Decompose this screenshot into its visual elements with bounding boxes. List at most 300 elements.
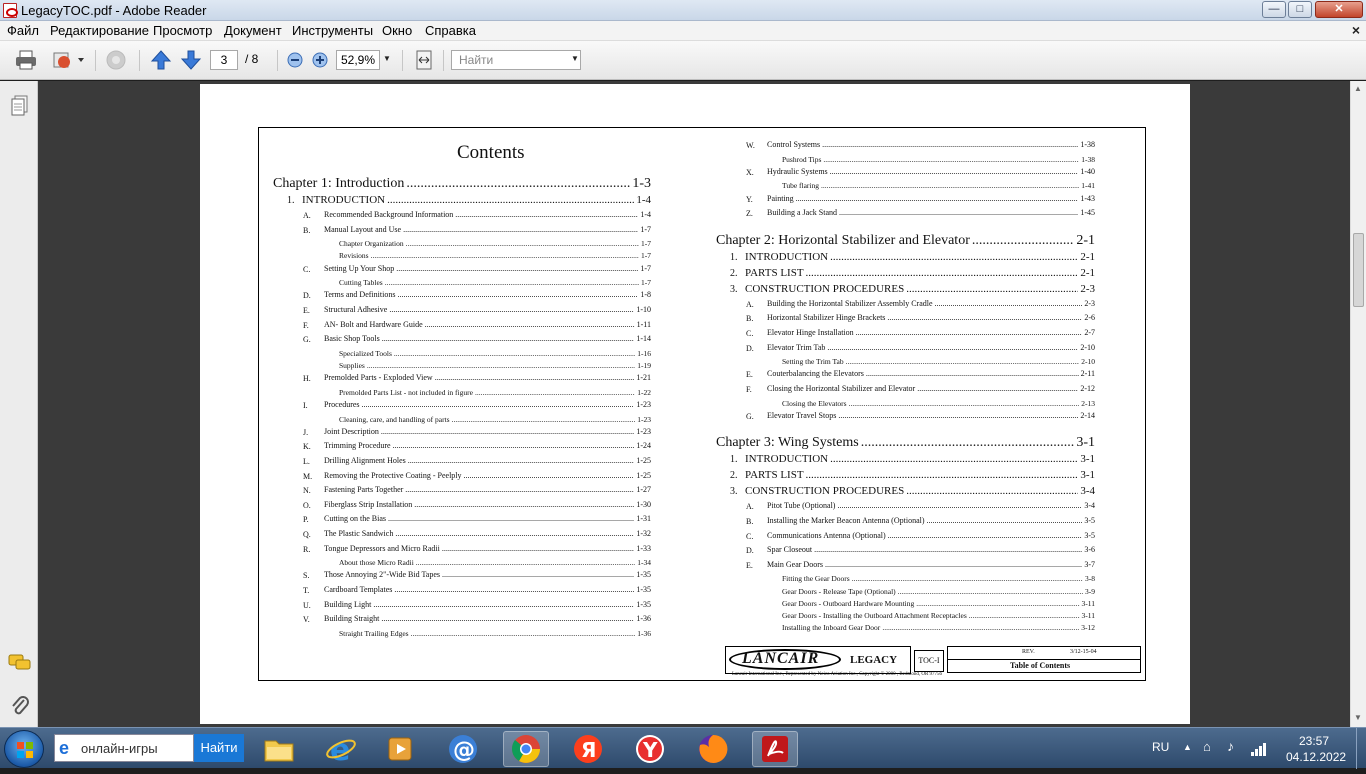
clock-date[interactable]: 04.12.2022 — [1286, 750, 1347, 764]
toc-entry-page: 3-9 — [1085, 586, 1095, 596]
toc-entry-label: Chapter 3: Wing Systems — [716, 435, 859, 451]
navigation-panel — [0, 81, 38, 727]
firefox-icon[interactable] — [690, 731, 736, 767]
search-button[interactable]: Найти — [194, 734, 244, 762]
toc-entry-label: Setting Up Your Shop — [324, 263, 395, 273]
toc-leader-dots — [452, 415, 636, 424]
toc-entry — [324, 264, 651, 275]
show-desktop-button[interactable] — [1356, 728, 1366, 769]
print-icon[interactable] — [12, 48, 40, 72]
menu-view[interactable]: Просмотр — [153, 23, 213, 38]
toc-entry-label: Spar Closeout — [767, 545, 813, 555]
toc-entry-label: Removing the Protective Coating - Peelply — [324, 470, 462, 480]
menu-document[interactable]: Документ — [224, 23, 282, 38]
toc-entry-page: 2-10 — [1080, 342, 1095, 352]
zoom-out-icon[interactable] — [284, 48, 306, 72]
toc-entry-number: B. — [746, 517, 754, 526]
menu-help[interactable]: Справка — [425, 23, 476, 38]
toc-entry-page: 3-4 — [1084, 501, 1095, 511]
toc-entry-page: 1-24 — [636, 441, 651, 451]
zoom-dropdown-icon[interactable]: ▼ — [383, 54, 391, 63]
toc-leader-dots — [435, 373, 635, 382]
toc-entry-page: 1-7 — [641, 278, 651, 288]
toc-leader-dots — [906, 283, 1078, 295]
toc-entry-label: Procedures — [324, 400, 360, 409]
toc-code: TOC-I — [914, 650, 944, 672]
ie-search-icon: e — [59, 738, 70, 758]
toc-entry-page: 1-7 — [641, 239, 651, 249]
toc-entry-page: 1-33 — [636, 543, 651, 553]
toc-entry-number: H. — [303, 374, 311, 384]
toc-leader-dots — [464, 471, 635, 480]
toc-entry-page: 1-23 — [636, 426, 651, 436]
toc-entry-page: 2-1 — [1080, 266, 1095, 279]
toc-leader-dots — [827, 343, 1078, 352]
toc-entry-label: Pushrod Tips — [782, 154, 822, 164]
toc-entry-label: Tongue Depressors and Micro Radii — [324, 543, 440, 553]
toc-leader-dots — [385, 278, 639, 287]
menu-file[interactable]: Файл — [7, 23, 39, 38]
toc-leader-dots — [405, 485, 634, 494]
close-document-icon[interactable]: × — [1351, 22, 1360, 38]
toc-entry-label: Setting the Trim Tab — [782, 357, 844, 367]
toc-leader-dots — [455, 210, 638, 219]
toc-entry-page: 3-1 — [1080, 469, 1095, 482]
adobe-reader-taskbar-icon[interactable] — [752, 731, 798, 767]
toc-entry-number: I. — [303, 401, 308, 410]
scroll-down-icon[interactable]: ▼ — [1354, 713, 1362, 722]
find-dropdown-icon[interactable]: ▼ — [571, 54, 579, 63]
toc-entry-label: Control Systems — [767, 140, 821, 149]
toc-entry-number: 3. — [730, 283, 738, 295]
toc-entry — [324, 427, 651, 438]
toc-entry — [745, 267, 1095, 280]
toc-entry — [339, 278, 651, 288]
toc-entry-page: 3-1 — [1080, 453, 1095, 466]
toc-leader-dots — [837, 501, 1082, 510]
toc-entry-page: 1-25 — [636, 470, 651, 480]
toc-leader-dots — [406, 239, 639, 248]
toc-entry-label: AN- Bolt and Hardware Guide — [324, 319, 423, 329]
toc-leader-dots — [852, 574, 1083, 583]
toc-chapter-entry — [716, 435, 1095, 451]
attachments-icon[interactable] — [10, 694, 30, 723]
toc-entry-page: 2-6 — [1084, 313, 1095, 323]
toc-entry-number: Y. — [746, 194, 753, 204]
toc-leader-dots — [367, 361, 635, 370]
tray-device-icon[interactable]: ⌂ — [1203, 739, 1211, 754]
toc-leader-dots — [414, 500, 634, 509]
toc-entry-page: 1-27 — [636, 485, 651, 495]
toc-entry — [324, 514, 651, 525]
toc-entry-number: X. — [746, 167, 754, 177]
toc-entry — [324, 210, 651, 221]
toc-entry-page: 1-22 — [637, 387, 651, 397]
toc-entry-label: Chapter Organization — [339, 239, 404, 249]
toc-entry — [324, 529, 651, 540]
toc-entry-page: 1-8 — [640, 290, 651, 300]
svg-text:Я: Я — [581, 738, 597, 762]
mail-icon[interactable] — [440, 731, 486, 767]
toc-leader-dots — [969, 611, 1080, 620]
toc-entry — [767, 411, 1095, 422]
adobe-reader-icon — [3, 3, 17, 18]
rev-value: 3/12-15-04 — [1070, 649, 1097, 655]
toc-leader-dots — [371, 251, 639, 260]
svg-text:Y: Y — [643, 738, 658, 762]
toc-entry-number: D. — [303, 291, 311, 301]
toc-entry — [339, 629, 651, 639]
toc-entry-page: 1-30 — [636, 499, 651, 509]
toc-leader-dots — [406, 176, 630, 192]
vertical-scrollbar[interactable] — [1350, 81, 1366, 727]
toc-entry-label: Building Light — [324, 599, 372, 609]
toc-entry-label: Tube flaring — [782, 181, 820, 191]
minimize-button[interactable]: — — [1262, 1, 1286, 18]
toc-entry — [339, 388, 651, 398]
toc-entry-label: Cutting Tables — [339, 278, 383, 288]
toc-entry-page: 1-25 — [636, 456, 651, 465]
toc-entry-label: INTRODUCTION — [745, 250, 829, 263]
toc-leader-dots — [822, 140, 1078, 149]
volume-icon[interactable]: ♪ — [1227, 738, 1234, 754]
toc-entry — [767, 208, 1095, 219]
toc-entry-label: Supplies — [339, 361, 365, 370]
toc-leader-dots — [839, 208, 1078, 217]
toc-entry-label: Elevator Trim Tab — [767, 342, 826, 352]
comments-icon[interactable] — [8, 653, 32, 678]
toc-entry-page: 1-35 — [636, 599, 651, 609]
toc-entry-number: 1. — [287, 195, 295, 206]
zoom-level-input[interactable]: 52,9% — [336, 50, 380, 70]
lancair-logo-box — [725, 646, 911, 674]
toc-entry — [339, 349, 651, 359]
toc-entry-number: 2. — [730, 470, 738, 482]
yandex-browser-icon[interactable] — [627, 731, 673, 767]
toc-entry-number: D. — [746, 343, 754, 353]
find-input[interactable]: Найти — [451, 50, 581, 70]
toc-leader-dots — [856, 328, 1083, 337]
toc-leader-dots — [882, 623, 1079, 632]
toc-leader-dots — [830, 167, 1079, 176]
table-of-contents-label: Table of Contents — [1010, 661, 1071, 670]
toc-entry — [767, 167, 1095, 178]
language-indicator[interactable]: RU — [1152, 740, 1170, 754]
explorer-icon[interactable] — [256, 731, 302, 767]
copyright-text: Lancair International Inc., Represented by Neico Aviation Inc., Copyright © 2000 , Redmond, OR 97756 — [732, 672, 943, 677]
toc-leader-dots — [381, 427, 634, 436]
toc-entry — [767, 194, 1095, 205]
toc-leader-dots — [389, 305, 634, 314]
maximize-button[interactable]: □ — [1288, 1, 1312, 18]
toc-entry-number: K. — [303, 442, 311, 452]
toolbar — [0, 41, 1366, 80]
legacy-model: LEGACY — [850, 654, 898, 666]
toc-entry-label: Straight Trailing Edges — [339, 628, 409, 638]
toc-entry — [767, 560, 1095, 571]
menu-window[interactable]: Окно — [382, 23, 413, 38]
lancair-logo: LANCAIR — [742, 650, 820, 667]
toc-chapter-entry — [716, 233, 1095, 249]
toc-entry-label: Closing the Elevators — [782, 398, 847, 408]
toc-entry — [324, 570, 651, 581]
toc-leader-dots — [442, 544, 634, 553]
clock-time[interactable]: 23:57 — [1299, 734, 1330, 748]
toc-entry-page: 3-7 — [1084, 559, 1095, 569]
toc-leader-dots — [388, 514, 634, 523]
toc-leader-dots — [898, 587, 1083, 596]
toc-entry — [767, 299, 1095, 310]
toc-entry-page: 1-36 — [636, 614, 651, 624]
toc-entry-number: F. — [303, 320, 309, 330]
contents-title: Contents — [457, 142, 525, 163]
toc-entry-label: Installing the Marker Beacon Antenna (Optional) — [767, 516, 925, 525]
toc-entry-number: 1. — [730, 454, 738, 466]
toc-entry-number: C. — [303, 264, 311, 274]
toc-entry-label: The Plastic Sandwich — [324, 529, 394, 538]
toc-entry-number: G. — [746, 411, 754, 421]
toc-entry-number: 2. — [730, 267, 738, 279]
menu-edit[interactable]: Редактирование — [50, 23, 150, 38]
start-button[interactable] — [4, 730, 44, 768]
toc-entry-page: 1-36 — [637, 628, 651, 638]
toc-leader-dots — [475, 388, 635, 397]
document-viewer[interactable] — [38, 81, 1350, 727]
toc-leader-dots — [396, 264, 638, 273]
toc-entry-number: A. — [746, 502, 754, 512]
toc-entry-page: 1-21 — [636, 373, 651, 383]
toc-entry-label: Installing the Inboard Gear Door — [782, 623, 881, 633]
toc-leader-dots — [927, 516, 1083, 525]
toc-entry-page: 1-11 — [636, 319, 651, 329]
previous-page-icon[interactable] — [148, 48, 174, 72]
toc-leader-dots — [972, 233, 1074, 249]
toc-entry-label: Fitting the Gear Doors — [782, 574, 850, 584]
toc-leader-dots — [425, 320, 635, 329]
toc-leader-dots — [806, 267, 1079, 279]
toc-entry-number: D. — [746, 546, 754, 556]
toc-entry — [339, 251, 651, 261]
toc-entry-label: Terms and Definitions — [324, 290, 396, 300]
toc-entry-page: 3-6 — [1084, 545, 1095, 555]
toc-entry — [782, 574, 1095, 584]
fit-page-icon[interactable] — [411, 48, 437, 72]
toc-entry-number: B. — [746, 314, 754, 324]
show-hidden-icons-icon[interactable]: ▲ — [1183, 742, 1192, 752]
toc-entry-page: 1-40 — [1080, 166, 1095, 176]
toc-entry-label: PARTS LIST — [745, 266, 804, 279]
toc-leader-dots — [916, 599, 1079, 608]
toc-entry-label: Hydraulic Systems — [767, 166, 828, 176]
toc-entry — [745, 453, 1095, 466]
chrome-icon[interactable] — [503, 731, 549, 767]
toc-entry-number: V. — [303, 615, 310, 625]
toc-entry-label: About those Micro Radii — [339, 558, 414, 568]
toc-entry-page: 1-38 — [1081, 154, 1095, 164]
toc-entry-page: 1-14 — [636, 334, 651, 344]
page-total: / 8 — [245, 52, 259, 66]
menu-bar — [0, 21, 1366, 41]
toc-entry — [324, 305, 651, 316]
next-page-icon[interactable] — [178, 48, 204, 72]
toc-entry-page: 1-35 — [636, 585, 651, 594]
toc-entry — [339, 558, 651, 568]
toc-entry-label: Painting — [767, 193, 794, 203]
toc-leader-dots — [394, 349, 635, 358]
toc-entry-number: E. — [746, 560, 753, 570]
revision-box — [947, 646, 1141, 673]
toc-entry — [782, 599, 1095, 609]
toc-entry-number: A. — [746, 299, 754, 309]
toc-entry-page: 1-10 — [636, 305, 651, 314]
rev-label: REV. — [1022, 649, 1035, 655]
toc-entry — [324, 290, 651, 301]
toc-leader-dots — [935, 299, 1083, 308]
toc-entry — [745, 485, 1095, 498]
toc-leader-dots — [387, 194, 634, 206]
toc-entry-label: INTRODUCTION — [745, 453, 829, 466]
toc-entry-page: 3-12 — [1081, 623, 1095, 633]
toc-entry-label: Gear Doors - Release Tape (Optional) — [782, 586, 896, 596]
pdf-page — [200, 84, 1190, 724]
page-number-input[interactable]: 3 — [210, 50, 238, 70]
scroll-up-icon[interactable]: ▲ — [1354, 84, 1362, 93]
toc-entry-number: 3. — [730, 486, 738, 498]
toc-leader-dots — [906, 485, 1078, 497]
pages-panel-icon[interactable] — [10, 95, 30, 122]
taskbar — [0, 727, 1366, 768]
toc-entry — [324, 334, 651, 345]
toc-entry-page: 1-31 — [636, 514, 651, 524]
toc-leader-dots — [846, 357, 1080, 366]
collaborate-icon — [102, 48, 130, 72]
toc-entry-label: Joint Description — [324, 426, 379, 436]
toc-entry — [767, 343, 1095, 354]
toc-entry-number: Q. — [303, 530, 311, 539]
toc-entry-label: Basic Shop Tools — [324, 334, 380, 344]
toc-leader-dots — [416, 558, 635, 567]
toc-entry-page: 2-3 — [1080, 282, 1095, 295]
toc-entry-label: Pitot Tube (Optional) — [767, 501, 836, 511]
search-value: онлайн-игры — [81, 741, 158, 756]
toc-leader-dots — [403, 225, 638, 234]
zoom-in-icon[interactable] — [309, 48, 331, 72]
toc-entry-number: O. — [303, 500, 311, 510]
media-player-icon[interactable] — [378, 731, 424, 767]
toc-entry — [324, 471, 651, 482]
scroll-thumb[interactable] — [1353, 233, 1364, 307]
menu-tools[interactable]: Инструменты — [292, 23, 374, 38]
toc-entry-number: E. — [303, 306, 310, 315]
toc-entry-page: 1-19 — [637, 361, 651, 370]
svg-text:e: e — [330, 733, 351, 765]
toc-entry — [782, 587, 1095, 597]
toc-entry — [324, 373, 651, 384]
title-bar — [0, 0, 1366, 21]
toc-entry-page: 2-13 — [1081, 398, 1095, 408]
toc-entry-page: 2-12 — [1080, 384, 1095, 393]
toc-entry-label: Gear Doors - Outboard Hardware Mounting — [782, 598, 915, 608]
toc-entry-label: Premolded Parts List - not included in figure — [339, 387, 473, 397]
toc-entry-page: 1-7 — [640, 263, 651, 273]
yandex-icon[interactable] — [565, 731, 611, 767]
toc-entry — [782, 399, 1095, 409]
toc-leader-dots — [861, 435, 1075, 451]
toc-leader-dots — [830, 251, 1078, 263]
toc-entry-page: 1-34 — [637, 558, 651, 568]
toc-leader-dots — [397, 290, 638, 299]
toc-entry-number: U. — [303, 600, 311, 610]
toc-leader-dots — [887, 313, 1082, 322]
toc-leader-dots — [395, 529, 634, 538]
toc-entry-label: Elevator Travel Stops — [767, 410, 837, 420]
toc-entry-label: Building a Jack Stand — [767, 208, 837, 218]
toc-entry — [339, 415, 651, 425]
toc-leader-dots — [373, 600, 634, 609]
toc-entry — [782, 611, 1095, 621]
search-field[interactable] — [54, 734, 194, 762]
toc-entry-page: 2-1 — [1076, 232, 1095, 248]
toc-entry — [767, 501, 1095, 512]
toc-entry — [767, 545, 1095, 556]
toc-entry — [339, 239, 651, 249]
toc-entry — [324, 225, 651, 236]
internet-explorer-icon[interactable] — [318, 731, 364, 767]
toc-entry — [745, 469, 1095, 482]
toc-entry-label: Drilling Alignment Holes — [324, 456, 406, 465]
toc-entry-page: 1-38 — [1080, 140, 1095, 149]
toc-entry — [324, 500, 651, 511]
toc-leader-dots — [796, 194, 1079, 203]
toc-leader-dots — [821, 181, 1079, 190]
toc-entry-label: Trimming Procedure — [324, 441, 391, 451]
toc-chapter-entry — [273, 176, 651, 192]
toc-entry-page: 2-14 — [1080, 410, 1095, 420]
toc-entry-page: 3-4 — [1080, 485, 1095, 498]
toc-leader-dots — [442, 570, 634, 579]
toc-entry-label: Closing the Horizontal Stabilizer and Elevator — [767, 384, 916, 393]
toc-leader-dots — [393, 441, 635, 450]
toc-entry — [324, 614, 651, 625]
toc-entry-label: Fastening Parts Together — [324, 485, 404, 495]
toc-entry-page: 1-7 — [640, 224, 651, 234]
toc-entry-number: C. — [746, 531, 754, 541]
toc-entry-number: R. — [303, 544, 311, 554]
toc-entry-page: 3-11 — [1081, 598, 1095, 608]
toc-entry — [782, 181, 1095, 191]
toc-leader-dots — [866, 369, 1079, 378]
toc-entry — [782, 155, 1095, 165]
toc-entry — [324, 320, 651, 331]
toc-entry-page: 1-43 — [1080, 193, 1095, 203]
close-button[interactable]: ✕ — [1315, 1, 1363, 18]
toc-leader-dots — [382, 334, 635, 343]
network-icon[interactable] — [1251, 742, 1267, 761]
toc-entry — [767, 313, 1095, 324]
toc-entry-page: 2-10 — [1081, 357, 1095, 367]
toc-entry-label: Cutting on the Bias — [324, 514, 386, 524]
toc-entry-page: 3-1 — [1076, 435, 1095, 451]
share-icon[interactable] — [48, 48, 88, 72]
toc-leader-dots — [806, 469, 1079, 481]
toc-entry-number: L. — [303, 457, 310, 466]
toc-entry-page: 1-32 — [636, 529, 651, 538]
toc-entry-number: G. — [303, 335, 311, 345]
toc-leader-dots — [814, 545, 1082, 554]
toc-entry-page: 3-5 — [1084, 516, 1095, 525]
toc-entry-number: C. — [746, 329, 754, 338]
toc-entry-page: 2-1 — [1080, 250, 1095, 263]
